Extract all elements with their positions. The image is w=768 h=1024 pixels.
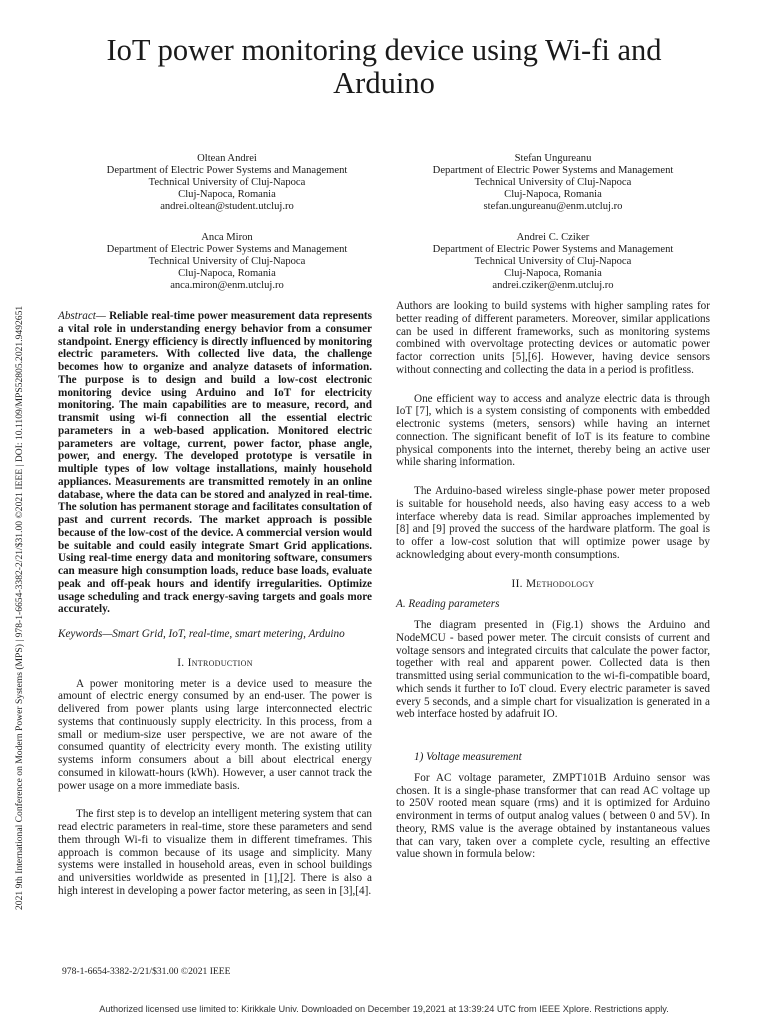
keywords: Keywords—Smart Grid, IoT, real-time, smart metering, Arduino xyxy=(58,628,345,640)
author-email: anca.miron@enm.utcluj.ro xyxy=(170,280,284,292)
author-block-3 xyxy=(60,232,394,292)
author-department: Department of Electric Power Systems and Management xyxy=(106,244,348,256)
author-block-2 xyxy=(400,153,706,213)
abstract-label: Abstract— xyxy=(58,310,106,322)
author-email: andrei.cziker@enm.utcluj.ro xyxy=(492,280,614,292)
right-paragraph-2: One efficient way to access and analyze electric data is through IoT [7], which is a system consisting of components with embedded electronic systems (meters, sensors) while having an internet connection. The significant benefit of IoT is its feature to combine physical components into the internet, thereby being an active user while sharing information. xyxy=(396,392,710,469)
side-note-text: 2021 9th International Conference on Modern Power Systems (MPS) | 978-1-6654-3382-2/21/$31.00 ©2021 IEEE | DOI: 10.1109/MPS52805.2021.9492651 xyxy=(14,305,25,910)
author-city: Cluj-Napoca, Romania xyxy=(504,268,602,280)
author-department: Department of Electric Power Systems and Management xyxy=(432,165,674,177)
section-heading-methodology: II. Methodology xyxy=(511,577,595,590)
title-line-1: IoT power monitoring device using Wi-fi and xyxy=(106,33,662,67)
author-department: Department of Electric Power Systems and Management xyxy=(432,244,674,256)
author-department: Department of Electric Power Systems and Management xyxy=(106,165,348,177)
author-email: andrei.oltean@student.utcluj.ro xyxy=(160,201,294,213)
author-block-1 xyxy=(60,153,394,213)
voltage-paragraph: For AC voltage parameter, ZMPT101B Arduino sensor was chosen. It is a single-phase transformer that can read AC voltage up to 250V rooted mean square (rms) and it is optimized for Arduino environment in terms of output analog values ( between 0 and 5V). In theory, RMS value is the average obtained by instantaneous values that can vary, taken over a complete cycle, resulting an effective value shown in formula below: xyxy=(396,771,710,861)
title-line-2: Arduino xyxy=(333,66,435,100)
author-name: Oltean Andrei xyxy=(197,153,257,164)
abstract xyxy=(58,310,372,616)
author-city: Cluj-Napoca, Romania xyxy=(178,189,276,201)
author-university: Technical University of Cluj-Napoca xyxy=(474,177,632,189)
abstract-text: Reliable real-time power measurement data represents a vital role in understanding energy behavior from a consumer standpoint. Energy efficiency is directly influenced by monitoring electric parameters. With collected live data, the challenge becomes how to organize and analyze datasets of information. The purpose is to design and build a low-cost electronic monitoring device using Arduino and IoT for electricity monitoring. The main capabilities are to measure, record, and transmit using wi-fi connection all the essential electric parameters in a web-based application. Monitored electric parameters are voltage, current, power factor, phase angle, power, and energy. The developed prototype is versatile in multiple types of low voltage installations, mainly household appliances. Measurements are transmitted remotely in an online database, where the data can be stored and analyzed in real-time. The solution has permanent storage and facilitates consultation of past and current records. The market approach is possible because of the low-cost of the device. A commercial version would be suitable and could easily integrate Smart Grid applications. Using real-time energy data and monitoring software, consumers can measure high consumption loads, reduce base loads, evaluate peak and off-peak hours and identify irregularities. Optimize usage scheduling and track energy-saving targets and goals more accurately. xyxy=(58,310,372,616)
author-university: Technical University of Cluj-Napoca xyxy=(148,177,306,189)
author-university: Technical University of Cluj-Napoca xyxy=(148,256,306,268)
section-heading-introduction: I. Introduction xyxy=(177,656,253,669)
right-paragraph-3: The Arduino-based wireless single-phase power meter proposed is suitable for household needs, also having easy access to a web interface whereby data is read. Similar approaches implemented by [8] and [9] proved the success of the hardware platform. The goal is to offer a low-cost solution that will optimize power usage by acknowledging about every-month consumptions. xyxy=(396,485,710,561)
methodology-paragraph-1: The diagram presented in (Fig.1) shows the Arduino and NodeMCU - based power meter. The circuit consists of current and voltage sensors and integrated circuits that calculate the power factor, together with real and apparent power. Collected data is then transmitted using serial communication to the wi-fi-compatible board, which sends it further to IoT cloud. Every electric parameter is saved every 5 seconds, and a simple chart for visualization is generated in a web interface hosted by adafruit IO. xyxy=(396,619,710,721)
paper-title xyxy=(60,34,708,100)
intro-paragraph-1: A power monitoring meter is a device used to measure the amount of electric energy consumed by an end-user. The power is delivered from power plants using large interconnected electric systems that continuously supply electricity. In this process, from a small or medium-size user perspective, we are not aware of the consumed quantity of electricity every month. The existing utility systems inform consumers about a bill about electrical energy consumed in kilowatt-hours (kWh). However, a user cannot track the power usage on a more immediate basis. xyxy=(58,677,372,792)
author-city: Cluj-Napoca, Romania xyxy=(178,268,276,280)
author-university: Technical University of Cluj-Napoca xyxy=(474,256,632,268)
footer-copyright: 978-1-6654-3382-2/21/$31.00 ©2021 IEEE xyxy=(62,966,231,977)
author-email: stefan.ungureanu@enm.utcluj.ro xyxy=(483,201,623,213)
author-block-4 xyxy=(400,232,706,292)
subsubsection-heading-voltage: 1) Voltage measurement xyxy=(414,751,522,763)
author-name: Anca Miron xyxy=(201,232,253,243)
right-paragraph-1: Authors are looking to build systems with higher sampling rates for better reading of different parameters. Moreover, similar applications can be used in different frameworks, such as monitoring systems combined with overvoltage protecting devices or automatic power factor correction units [5],[6]. However, having device sensors without connecting and collecting the data in a period is profitless. xyxy=(396,300,710,376)
left-column xyxy=(58,310,372,898)
author-name: Andrei C. Cziker xyxy=(516,232,590,243)
right-column xyxy=(396,300,710,861)
intro-paragraph-2: The first step is to develop an intelligent metering system that can read electric parameters in real-time, store these parameters and send them through Wi-fi to visualize them in different timeframes. This approach is common because of its usage and simplicity. Many systems were installed in household areas, even in school buildings and universities worldwide as presented in [1],[2]. There is also a high interest in developing a power factor metering, as seen in [3],[4]. xyxy=(58,808,372,897)
author-city: Cluj-Napoca, Romania xyxy=(504,189,602,201)
footer-license: Authorized licensed use limited to: Kirikkale Univ. Downloaded on December 19,2021 at 13:39:24 UTC from IEEE Xplore. Restrictions apply. xyxy=(99,1004,669,1014)
author-name: Stefan Ungureanu xyxy=(514,153,592,164)
subsection-heading-reading-parameters: A. Reading parameters xyxy=(396,598,500,611)
